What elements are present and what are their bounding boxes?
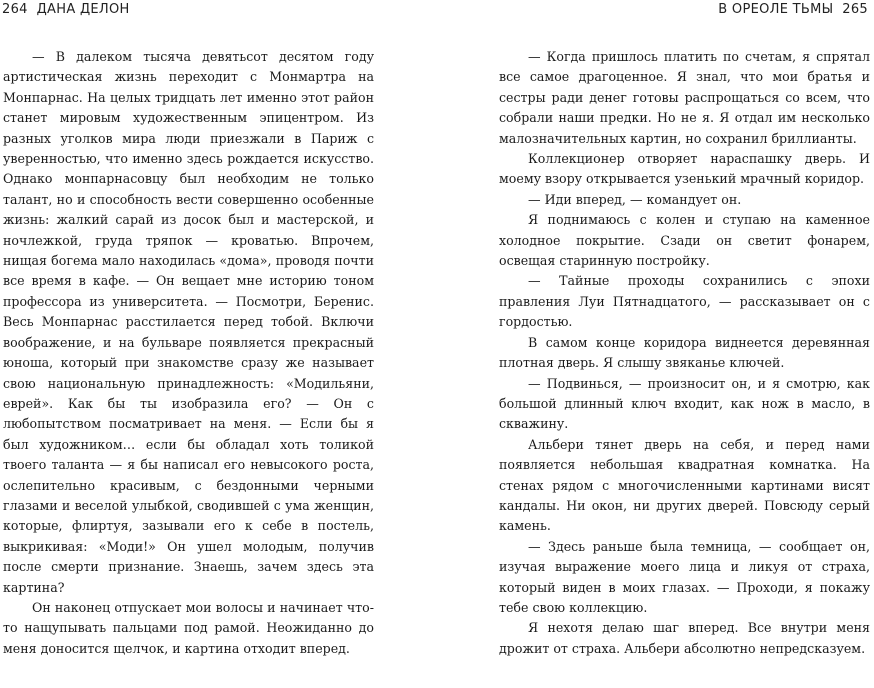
left-page-text (3, 47, 374, 659)
paragraph: — Подвинься, — произносит он, и я смотрю, как большой длинный ключ входит, как нож в масло, в скважину. (499, 375, 870, 432)
paragraph: — Когда пришлось платить по счетам, я спрятал все самое драгоценное. Я знал, что мои братья и сестры ради денег готовы распрощаться со всем, что собрали наши предки. Но не я. Я отдал им несколько малозначительных картин, но сохранил бриллианты. (499, 49, 870, 146)
paragraph: Коллекционер отворяет нараспашку дверь. И моему взору открывается узенький мрачный коридор. (499, 151, 870, 187)
paragraph: — Иди вперед, — командует он. (528, 191, 742, 207)
left-running-head (2, 2, 130, 17)
left-page-header: ДАНА ДЕЛОН (36, 2, 130, 17)
paragraph: Я поднимаюсь с колен и ступаю на каменное холодное покрытие. Сзади он светит фонарем, освещая старинную постройку. (499, 212, 870, 269)
right-page-text (499, 47, 870, 659)
paragraph: — Здесь раньше была темница, — сообщает он, изучая выражение моего лица и ликуя от страха, который виден в моих глазах. — Проходи, я покажу тебе свою коллекцию. (499, 538, 870, 615)
right-running-head (718, 2, 868, 17)
right-page-number: 265 (842, 2, 868, 17)
paragraph: В самом конце коридора виднеется деревянная плотная дверь. Я слышу звяканье ключей. (499, 334, 870, 371)
paragraph: Я нехотя делаю шаг вперед. Все внутри меня дрожит от страха. Альбери абсолютно непредсказуем. (499, 620, 870, 656)
paragraph: Он наконец отпускает мои волосы и начинает что-то нащупывать пальцами под рамой. Неожиданно до меня доносится щелчок, и картина отходит вперед. (3, 599, 374, 656)
paragraph: Альбери тянет дверь на себя, и перед нами появляется небольшая квадратная комнатка. На стенах рядом с многочисленными картинами висят кандалы. Ни окон, ни других дверей. Повсюду серый камень. (499, 436, 870, 534)
paragraph: — Тайные проходы сохранились с эпохи правления Луи Пятнадцатого, — рассказывает он с гордостью. (499, 273, 870, 330)
right-page-header: В ОРЕОЛЕ ТЬМЫ (718, 2, 834, 17)
paragraph: — В далеком тысяча девятьсот десятом году артистическая жизнь переходит с Монмартра на Монпарнас. На целых тридцать лет именно этот район станет мировым художественным эпицентром. Из разных уголков мира люди приезжали в Париж с уверенностью, что именно здесь рождается искусство. Однако монпарнасовцу был необходим не только талант, но и способность вести совершенно особенные жизнь: жалкий сарай из досок был и мастерской, и ночлежкой, груда тряпок — кроватью. Впрочем, нищая богема мало находилась «дома», проводя почти все время в кафе. — Он вещает мне историю тоном профессора из университета. — Посмотри, Беренис. Весь Монпарнас расстилается перед тобой. Включи воображение, и на бульваре появляется прекрасный юноша, который при знакомстве сразу же называет свою национальную принадлежность: «Модильяни, еврей». Как бы ты изобразила его? — Он с любопытством посматривает на меня. — Если бы я был художником… если бы обладал хоть толикой твоего таланта — я бы написал его невысокого роста, ослепительно красивым, с бездонными черными глазами и веселой улыбкой, сводившей с ума женщин, которые, флиртуя, зазывали его к себе в постель, выкрикивая: «Моди!» Он ушел молодым, получив после смерти признание. Знаешь, зачем здесь эта картина? (3, 49, 374, 595)
left-page-number: 264 (2, 2, 28, 17)
